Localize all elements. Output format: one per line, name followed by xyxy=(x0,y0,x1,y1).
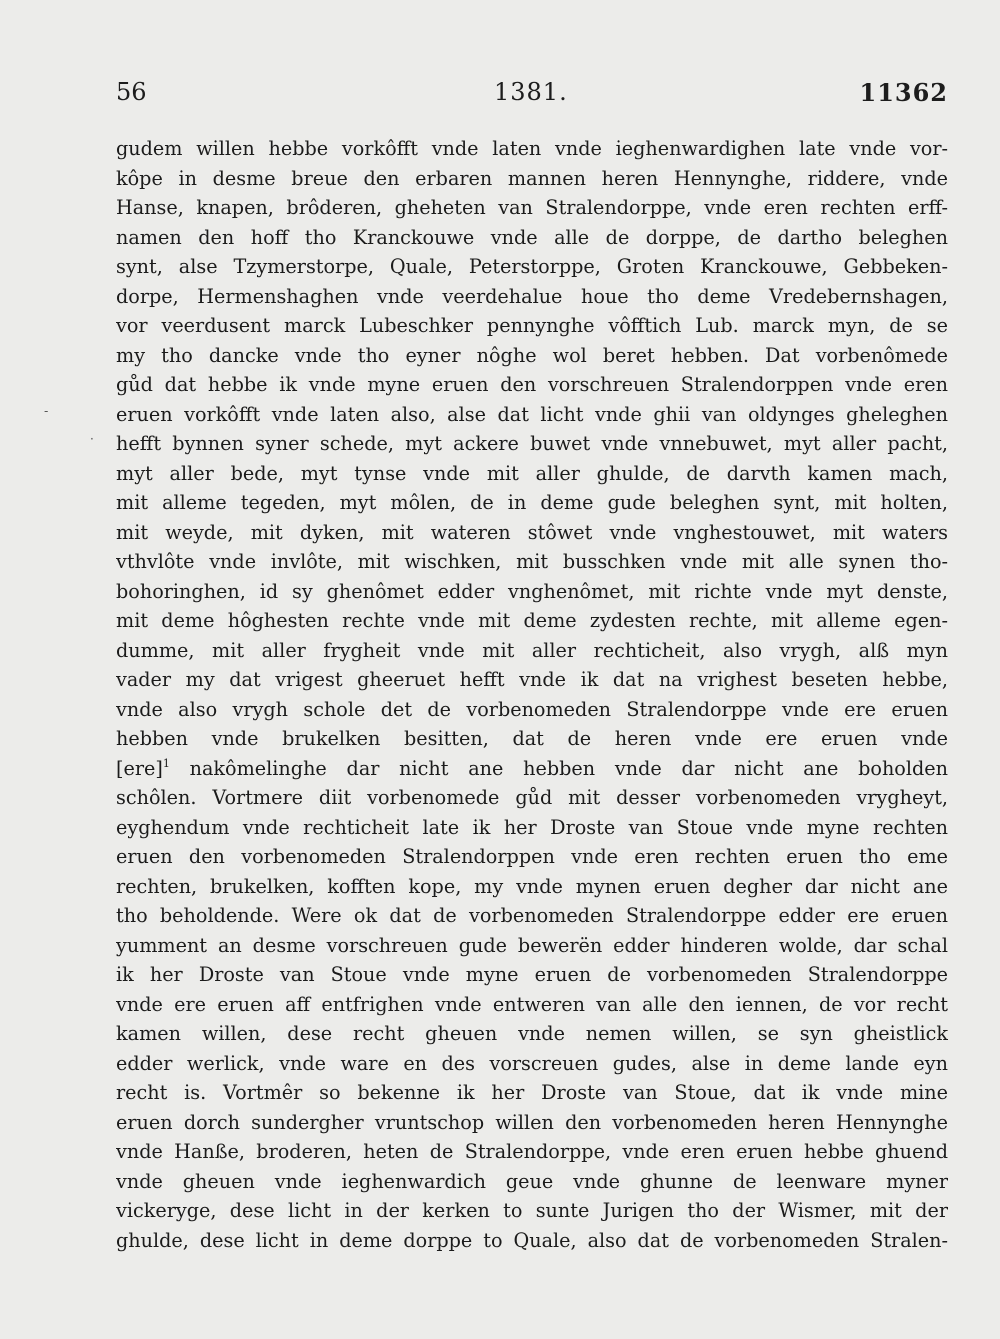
text-line: bohoringhen, id sy ghenômet edder vnghenômet, mit richte vnde myt denste, xyxy=(116,579,948,603)
page-header xyxy=(116,78,948,110)
text-line: namen den hoff tho Kranckouwe vnde alle de dorppe, de dartho beleghen xyxy=(116,225,948,249)
text-line: dorpe, Hermenshaghen vnde veerdehalue houe tho deme Vredebernshagen, xyxy=(116,284,948,308)
bracketed-insertion: [ere] xyxy=(116,756,163,780)
text-line: vickeryge, dese licht in der kerken to sunte Jurigen tho der Wismer, mit der xyxy=(116,1199,948,1222)
footnote-marker: 1 xyxy=(162,756,170,770)
text-line: vnde also vrygh schole det de vorbenomeden Stralendorppe vnde ere eruen xyxy=(116,697,948,721)
text-line-remainder: nakômelinghe dar nicht ane hebben vnde dar nicht ane boholden xyxy=(189,756,948,780)
text-line: ghulde, dese licht in deme dorppe to Quale, also dat de vorbenomeden Stralen- xyxy=(116,1228,948,1252)
text-line: kamen willen, dese recht gheuen vnde nemen willen, se syn gheistlick xyxy=(116,1022,948,1045)
document-number: 11362 xyxy=(859,78,948,107)
text-line: gůd dat hebbe ik vnde myne eruen den vorschreuen Stralendorppen vnde eren xyxy=(116,373,948,396)
text-line: eruen den vorbenomeden Stralendorppen vnde eren rechten eruen tho eme xyxy=(116,845,948,868)
text-line: vnde ere eruen aff entfrighen vnde entweren van alle den iennen, de vor recht xyxy=(116,992,948,1016)
text-line: myt aller bede, myt tynse vnde mit aller ghulde, de darvth kamen mach, xyxy=(116,461,948,485)
text-line: schôlen. Vortmere diit vorbenomede gůd mit desser vorbenomeden vrygheyt, xyxy=(116,786,948,809)
text-line: gudem willen hebbe vorkôfft vnde laten vnde ieghenwardighen late vnde vor- xyxy=(116,137,948,160)
text-line: eruen dorch sundergher vruntschop willen den vorbenomeden heren Hennynghe xyxy=(116,1110,948,1134)
text-line: vthvlôte vnde invlôte, mit wischken, mit busschken vnde mit alle synen tho- xyxy=(116,550,948,573)
text-line: edder werlick, vnde ware en des vorscreuen gudes, alse in deme lande eyn xyxy=(116,1051,948,1075)
text-line: mit deme hôghesten rechte vnde mit deme zydesten rechte, mit alleme egen- xyxy=(116,609,948,632)
running-year: 1381. xyxy=(494,78,568,106)
text-line: vnde Hanße, broderen, heten de Stralendorppe, vnde eren eruen hebbe ghuend xyxy=(116,1140,948,1163)
text-line: vader my dat vrigest gheeruet hefft vnde ik dat na vrighest beseten hebbe, xyxy=(116,668,948,691)
text-line: my tho dancke vnde tho eyner nôghe wol beret hebben. Dat vorbenômede xyxy=(116,343,948,367)
text-line: yumment an desme vorschreuen gude bewerën edder hinderen wolde, dar schal xyxy=(116,933,948,957)
text-line: kôpe in desme breue den erbaren mannen heren Hennynghe, riddere, vnde xyxy=(116,166,948,190)
text-line: rechten, brukelken, kofften kope, my vnde mynen eruen degher dar nicht ane xyxy=(116,874,948,898)
text-line: synt, alse Tzymerstorpe, Quale, Peterstorppe, Groten Kranckouwe, Gebbeken- xyxy=(116,255,948,278)
text-line: dumme, mit aller frygheit vnde mit aller rechticheit, also vrygh, alß myn xyxy=(116,638,948,662)
page-number: 56 xyxy=(116,78,147,106)
text-line: Hanse, knapen, brôderen, gheheten van Stralendorppe, vnde eren rechten erff- xyxy=(116,196,948,219)
margin-speck: - xyxy=(44,404,49,418)
text-line: eyghendum vnde rechticheit late ik her Droste van Stoue vnde myne rechten xyxy=(116,815,948,839)
text-line-with-footnote xyxy=(116,754,948,784)
text-line: vor veerdusent marck Lubeschker pennynghe vôfftich Lub. marck myn, de se xyxy=(116,314,948,337)
text-line: hebben vnde brukelken besitten, dat de heren vnde ere eruen vnde xyxy=(116,727,948,750)
document-body xyxy=(116,134,948,1255)
text-line: mit alleme tegeden, myt môlen, de in deme gude beleghen synt, mit holten, xyxy=(116,491,948,514)
text-line: tho beholdende. Were ok dat de vorbenomeden Stralendorppe edder ere eruen xyxy=(116,904,948,927)
text-line: vnde gheuen vnde ieghenwardich geue vnde ghunne de leenware myner xyxy=(116,1169,948,1193)
text-line: eruen vorkôfft vnde laten also, alse dat licht vnde ghii van oldynges gheleghen xyxy=(116,402,948,426)
text-line: ik her Droste van Stoue vnde myne eruen de vorbenomeden Stralendorppe xyxy=(116,963,948,986)
margin-speck: · xyxy=(90,432,94,446)
text-line: hefft bynnen syner schede, myt ackere buwet vnde vnnebuwet, myt aller pacht, xyxy=(116,432,948,455)
text-line: mit weyde, mit dyken, mit wateren stôwet vnde vnghestouwet, mit waters xyxy=(116,520,948,544)
text-line: recht is. Vortmêr so bekenne ik her Droste van Stoue, dat ik vnde mine xyxy=(116,1081,948,1104)
